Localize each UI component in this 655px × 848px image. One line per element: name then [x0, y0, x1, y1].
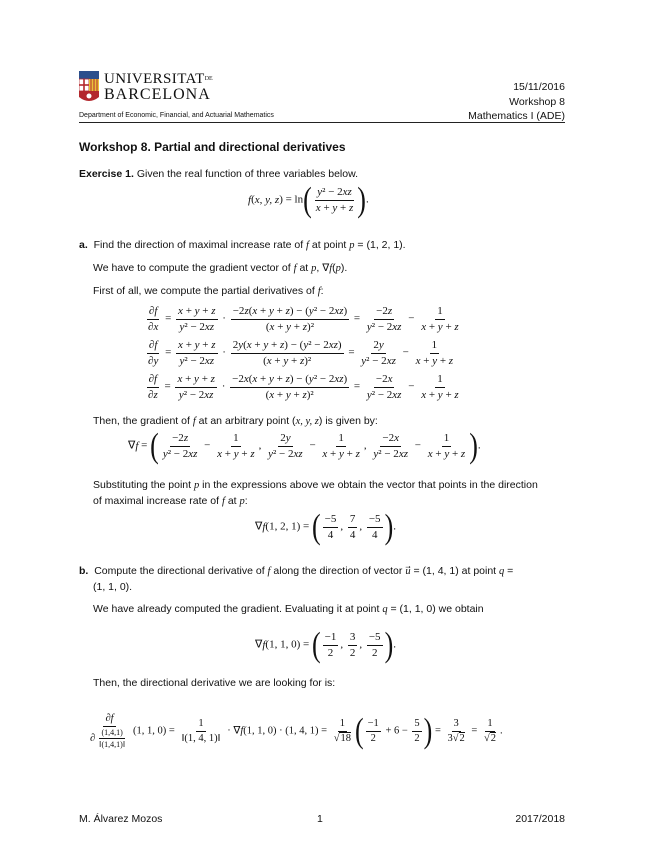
part-b-text-2: Then, the directional derivative we are looking for is: [93, 677, 336, 689]
exercise-label: Exercise 1. [79, 168, 134, 180]
part-a-text-2: First of all, we compute the partial derivatives of f: [93, 285, 324, 297]
footer-year: 2017/2018 [515, 813, 565, 825]
function-definition: f(x, y, z) = ln( $\frac{\text{y² − 2xz}}{x + y + z}$ ). [248, 179, 369, 220]
partial-derivative-y: $\frac{\partial f}{\partial y}$ = $\frac{x + y + z}{\text{y² − 2xz}}$ · $\frac{\text{2y(x + y + z) − (y² − 2xz)}}{\text{(x + y + z)²}}$ = $\frac{2y}{\text{y² − 2xz}}$ − $\frac{1}{x + y + z}$ [148, 339, 454, 367]
part-a-text-4: Substituting the point p in the expressions above we obtain the vector that points in the direction [93, 479, 538, 491]
footer-page-number: 1 [317, 813, 323, 825]
page-title: Workshop 8. Partial and directional derivatives [79, 140, 346, 154]
directional-derivative: ∂f ∂ $\frac{(1,4,1)}{‖(1,4,1)‖}$ (1, 1, 0) = $\frac{1}{‖(1, 4, 1)‖}$ · ∇f(1, 1, 0) · (1, 4, 1) = $\frac{1}{√18}$ ( $\frac{-1}{2}$ + 6 − $\frac{5}{2}$ ) = $\frac{3}{3√2}$ = $\frac{1}{√2}$ . [90, 710, 503, 751]
part-b-question-cont: (1, 1, 0). [93, 581, 133, 593]
part-a-text-5: of maximal increase rate of f at p: [93, 495, 248, 507]
gradient-at-q: ∇f(1, 1, 0) = ( $\frac{-1}{2}$ , $\frac{3}{2}$ , $\frac{-5}{2}$ ). [255, 624, 396, 665]
header-course: Mathematics I (ADE) [468, 110, 565, 122]
exercise-intro: Exercise 1. Given the real function of three variables below. [79, 168, 359, 180]
partial-derivative-x: $\frac{\partial f}{\partial x}$ = $\frac{x + y + z}{\text{y² − 2xz}}$ · $\frac{\text{−2z(x + y + z) − (y² − 2xz)}}{\text{(x + y + z)²}}$ = $\frac{-2z}{\text{y² − 2xz}}$ − $\frac{1}{x + y + z}$ [148, 305, 459, 333]
university-city: BARCELONA [104, 86, 211, 103]
footer-author: M. Álvarez Mozos [79, 813, 163, 825]
gradient-at-p: ∇f(1, 2, 1) = ( $\frac{-5}{4}$ , $\frac{7}{4}$ , $\frac{-5}{4}$ ). [255, 506, 396, 547]
part-a-text-1: We have to compute the gradient vector of f at p, ∇f(p). [93, 262, 348, 274]
part-b-text-1: We have already computed the gradient. Evaluating it at point q = (1, 1, 0) we obtain [93, 603, 484, 615]
university-name: $UNIVERSITAT^{DE}$ [104, 71, 213, 87]
department-name: Department of Economic, Financial, and Actuarial Mathematics [79, 112, 274, 119]
part-b-label: b. [79, 565, 89, 577]
part-b-question: b. Compute the directional derivative of f along the direction of vector u⃗ = (1, 4, 1) at point q = [79, 565, 514, 577]
university-shield-logo [79, 71, 99, 103]
part-a-text-3: Then, the gradient of f at an arbitrary point (x, y, z) is given by: [93, 415, 378, 427]
university-suffix: DE [204, 76, 213, 82]
header-date: 15/11/2016 [513, 81, 565, 93]
gradient-formula: ∇f = ( $\frac{-2z}{\text{y² − 2xz}}$ − $\frac{1}{x + y + z}$ , $\frac{2y}{\text{y² − 2xz}}$ − $\frac{1}{x + y + z}$ , $\frac{-2x}{\text{y² − 2xz}}$ − $\frac{1}{x + y + z}$ ). [128, 425, 481, 466]
header-rule [79, 122, 565, 123]
part-a-label: a. [79, 239, 88, 251]
part-a-question: a. Find the direction of maximal increase rate of f at point p = (1, 2, 1). [79, 239, 406, 251]
header-workshop: Workshop 8 [509, 95, 565, 108]
partial-derivative-z: $\frac{\partial f}{\partial z}$ = $\frac{x + y + z}{\text{y² − 2xz}}$ · $\frac{\text{−2x(x + y + z) − (y² − 2xz)}}{\text{(x + y + z)²}}$ = $\frac{-2x}{\text{y² − 2xz}}$ − $\frac{1}{x + y + z}$ [148, 373, 459, 401]
header-info [468, 80, 565, 124]
